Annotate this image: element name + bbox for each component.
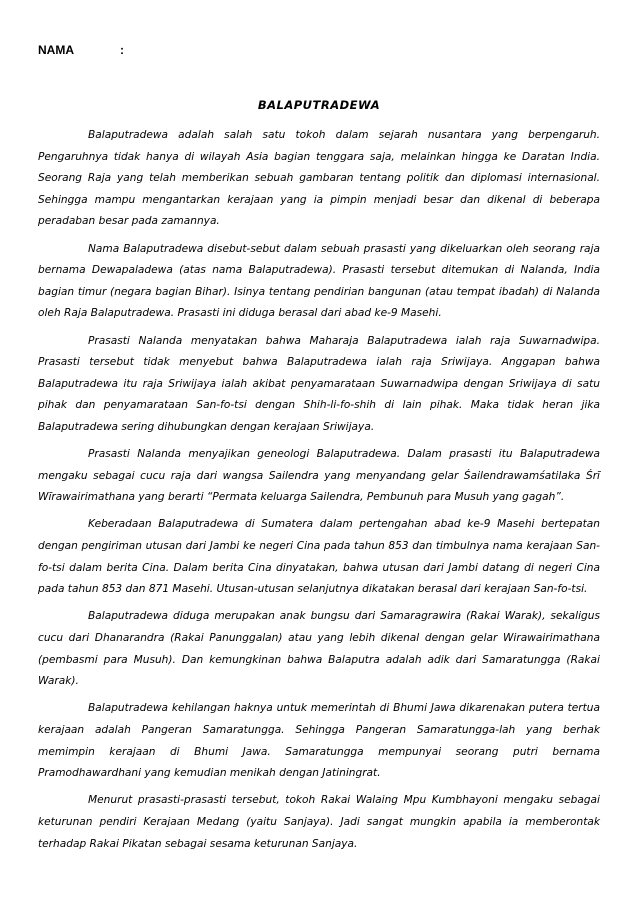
paragraph: Prasasti Nalanda menyajikan geneologi Balaputradewa. Dalam prasasti itu Balaputradewa mengaku sebagai cucu raja dari wangsa Sailendra yang menyandang gelar Śailendrawamśatilaka Śrī Wīrawairimathana yang berarti “Permata keluarga Sailendra, Pembunuh para Musuh yang gagah”.	[38, 448, 600, 504]
paragraph: Balaputradewa adalah salah satu tokoh dalam sejarah nusantara yang berpengaruh. Pengaruhnya tidak hanya di wilayah Asia bagian tenggara saja, melainkan hingga ke Daratan India. Seorang Raja yang telah memberikan sebuah gambaran tentang politik dan diplomasi internasional. Sehingga mampu mengantarkan kerajaan yang ia pimpin menjadi besar dan dikenal di beberapa peradaban besar pada zamannya.	[38, 129, 600, 228]
name-field-label	[38, 43, 124, 57]
paragraph: Keberadaan Balaputradewa di Sumatera dalam pertengahan abad ke-9 Masehi bertepatan dengan pengiriman utusan dari Jambi ke negeri Cina pada tahun 853 dan timbulnya nama kerajaan San-fo-tsi dalam berita Cina. Dalam berita Cina dinyatakan, bahwa utusan dari Jambi datang di negeri Cina pada tahun 853 dan 871 Masehi. Utusan-utusan selanjutnya dikatakan berasal dari kerajaan San-fo-tsi.	[38, 518, 600, 596]
paragraph: Balaputradewa kehilangan haknya untuk memerintah di Bhumi Jawa dikarenakan putera tertua kerajaan adalah Pangeran Samaratungga. Sehingga Pangeran Samaratungga-lah yang berhak memimpin kerajaan di Bhumi Jawa. Samaratungga mempunyai seorang putri bernama Pramodhawardhani yang kemudian menikah dengan Jatiningrat.	[38, 702, 600, 780]
paragraph: Menurut prasasti-prasasti tersebut, tokoh Rakai Walaing Mpu Kumbhayoni mengaku sebagai keturunan pendiri Kerajaan Medang (yaitu Sanjaya). Jadi sangat mungkin apabila ia memberontak terhadap Rakai Pikatan sebagai sesama keturunan Sanjaya.	[38, 794, 600, 850]
name-colon: :	[120, 43, 124, 57]
document-body	[38, 125, 600, 861]
paragraph: Balaputradewa diduga merupakan anak bungsu dari Samaragrawira (Rakai Warak), sekaligus cucu dari Dhanarandra (Rakai Panunggalan) atau yang lebih dikenal dengan gelar Wirawairimathana (pembasmi para Musuh). Dan kemungkinan bahwa Balaputra adalah adik dari Samaratungga (Rakai Warak).	[38, 610, 600, 688]
paragraph: Prasasti Nalanda menyatakan bahwa Maharaja Balaputradewa ialah raja Suwarnadwipa. Prasasti tersebut tidak menyebut bahwa Balaputradewa ialah raja Sriwijaya. Anggapan bahwa Balaputradewa itu raja Sriwijaya ialah akibat penyamarataan Suwarnadwipa dengan Sriwijaya di satu pihak dan penyamarataan San-fo-tsi dengan Shih-li-fo-shih di lain pihak. Maka tidak heran jika Balaputradewa sering dihubungkan dengan kerajaan Sriwijaya.	[38, 334, 600, 433]
paragraph: Nama Balaputradewa disebut-sebut dalam sebuah prasasti yang dikeluarkan oleh seorang raja bernama Dewapaladewa (atas nama Balaputradewa). Prasasti tersebut ditemukan di Nalanda, India bagian timur (negara bagian Bihar). Isinya tentang pendirian bangunan (atau tempat ibadah) di Nalanda oleh Raja Balaputradewa. Prasasti ini diduga berasal dari abad ke-9 Masehi.	[38, 242, 600, 320]
name-label: NAMA	[38, 43, 74, 57]
document-title: BALAPUTRADEWA	[257, 98, 381, 112]
